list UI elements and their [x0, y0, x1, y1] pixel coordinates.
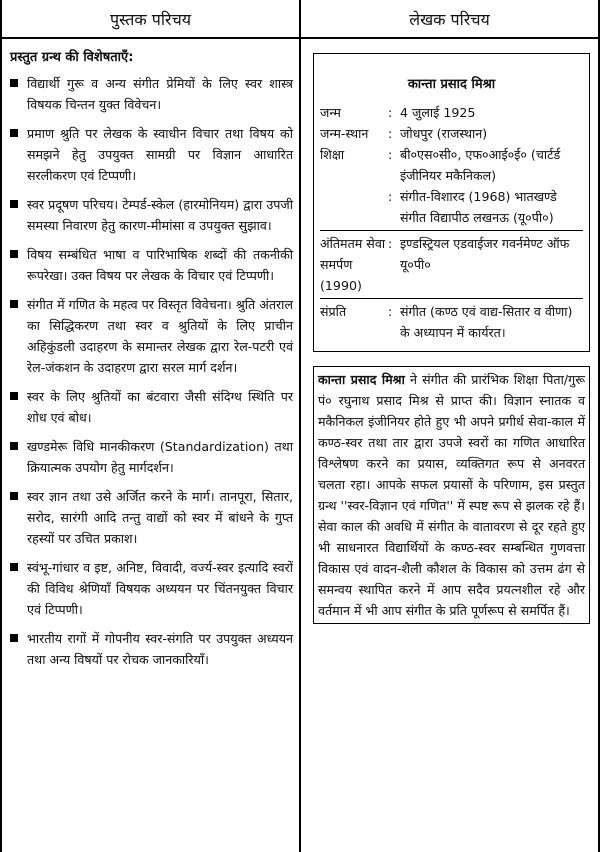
feature-text: स्वंभू-गांधार व इष्ट, अनिष्ट, विवादी, वर्ज्य-स्वर इत्यादि स्वरों की विविध श्रेणियाँ विषयक अध्ययन पर चिंतनयुक्त विचार एवं टिप्पणी।: [27, 560, 293, 617]
detail-colon: :: [388, 126, 393, 141]
feature-item: [10, 628, 293, 670]
square-bullet-icon: [10, 634, 18, 642]
bio-name: कान्ता प्रसाद मिश्रा: [318, 372, 405, 387]
detail-label: अंतिमतम सेवा समर्पण (1990): [320, 236, 386, 293]
square-bullet-icon: [10, 250, 18, 258]
right-header: लेखक परिचय: [409, 10, 490, 29]
detail-row: [320, 144, 583, 186]
square-bullet-icon: [10, 563, 18, 571]
detail-label: [320, 186, 388, 228]
author-intro-column: [313, 39, 590, 624]
feature-text: भारतीय रागों में गोपनीय स्वर-संगति पर उपयुक्त अध्ययन तथा अन्य विषयों पर रोचक जानकारियाँ।: [27, 631, 293, 667]
feature-text: स्वर प्रदूषण परिचय। टेम्पर्ड-स्केल (हारमोनियम) द्वारा उपजी समस्या निवारण हेतु कारण-मीमांसा व उपयुक्त सुझाव।: [27, 197, 293, 233]
square-bullet-icon: [10, 492, 18, 500]
feature-text: स्वर के लिए श्रुतियों का बंटवारा जैसी संदिग्ध स्थिति पर शोध एवं बोध।: [27, 389, 293, 425]
detail-value: इण्डस्ट्रियल एडवाईजर गवर्नमेण्ट ऑफ यू०पी०: [400, 236, 570, 272]
feature-text: प्रमाण श्रुति पर लेखक के स्वाधीन विचार तथा विषय को समझने हेतु उपयुक्त सामग्री पर विज्ञान आधारित सरलीकरण एवं टिप्पणी।: [27, 126, 293, 183]
detail-colon: :: [388, 105, 393, 120]
feature-item: [10, 73, 293, 115]
detail-colon: :: [388, 304, 393, 319]
detail-row: [320, 186, 583, 228]
square-bullet-icon: [10, 129, 18, 137]
detail-row: [320, 123, 583, 144]
square-bullet-icon: [10, 442, 18, 450]
feature-item: [10, 244, 293, 286]
detail-value: संगीत-विशारद (1968) भातखण्डे संगीत विद्यापीठ लखनऊ (यू०पी०): [400, 189, 557, 225]
feature-text: विषय सम्बंधित भाषा व पारिभाषिक शब्दों की तकनीकी रूपरेखा। उक्त विषय पर लेखक के विचार एवं टिप्पणी।: [27, 247, 293, 283]
column-divider: [299, 0, 301, 852]
detail-label: जन्म-स्थान: [320, 126, 369, 141]
feature-item: [10, 294, 293, 378]
detail-row: [320, 233, 583, 296]
features-list: [10, 73, 293, 670]
author-bio: [313, 366, 590, 624]
square-bullet-icon: [10, 300, 18, 308]
detail-value: बी०एस०सी०, एफ०आई०ई० (चार्टर्ड इंजीनियर मकैनिकल): [400, 147, 561, 183]
detail-label: जन्म: [320, 105, 341, 120]
feature-item: [10, 194, 293, 236]
left-header: पुस्तक परिचय: [109, 10, 192, 29]
detail-label: संप्रति: [320, 304, 347, 319]
detail-value: संगीत (कण्ठ एवं वाद्य-सितार व वीणा) के अध्यापन में कार्यरत।: [400, 304, 573, 340]
detail-label: शिक्षा: [320, 147, 345, 162]
row-divider: [320, 298, 583, 299]
detail-row: [320, 301, 583, 343]
feature-text: संगीत में गणित के महत्व पर विस्तृत विवेचना। श्रुति अंतराल का सिद्धिकरण तथा स्वर व श्रुतियों के लिए प्राचीन अहिकुंडली उदाहरण के समान्तर लेखक द्वारा रेल-पटरी एवं रेल-जंकशन के उदाहरण द्वारा सरल मार्ग दर्शन।: [27, 297, 293, 375]
author-details: [320, 102, 583, 343]
author-info-box: [313, 53, 590, 352]
row-divider: [320, 230, 583, 231]
detail-row: [320, 102, 583, 123]
feature-text: स्वर ज्ञान तथा उसे अर्जित करने के मार्ग। तानपूरा, सितार, सरोद, सारंगी आदि तन्तु वाद्यों को स्वर में बांधने के गुप्त रहस्यों पर उचित प्रकाश।: [27, 489, 293, 546]
feature-text: विद्यार्थी गुरू व अन्य संगीत प्रेमियों के लिए स्वर शास्त्र विषयक चिन्तन युक्त विवेचन।: [27, 76, 293, 112]
feature-item: [10, 123, 293, 186]
feature-item: [10, 386, 293, 428]
features-title: प्रस्तुत ग्रन्थ की विशेषताएँ:: [10, 50, 134, 65]
square-bullet-icon: [10, 79, 18, 87]
detail-colon: :: [388, 189, 393, 204]
feature-item: [10, 557, 293, 620]
feature-item: [10, 486, 293, 549]
square-bullet-icon: [10, 392, 18, 400]
author-name: कान्ता प्रसाद मिश्रा: [407, 77, 496, 92]
square-bullet-icon: [10, 200, 18, 208]
feature-item: [10, 436, 293, 478]
detail-colon: :: [388, 147, 393, 162]
detail-colon: :: [388, 236, 393, 251]
feature-text: खण्डमेरू विधि मानकीकरण (Standardization) तथा क्रियात्मक उपयोग हेतु मार्गदर्शन।: [27, 439, 293, 475]
bio-text: ने संगीत की प्रारंभिक शिक्षा पिता/गुरू पं० रघुनाथ प्रसाद मिश्र से प्राप्त की। विज्ञान स्नातक व मकैनिकल इंजीनियर होते हुए भी अपने प्रगीर्ध सेवा-काल में कण्ठ-स्वर तथा तार द्वारा उपजे स्वरों का गणित आधारित विश्लेषण करने का प्रयास, व्यक्तिगत रूप से अनवरत चलता रहा। आपके सफल प्रयासों के परिणाम, इस प्रस्तुत ग्रन्थ ''स्वर-विज्ञान एवं गणित'' में स्पष्ट रूप से झलक रहे हैं। सेवा काल की अवधि में संगीत के वातावरण से दूर रहते हुए भी साधनारत विद्यार्थियों के कण्ठ-स्वर सम्बन्धित गुणवत्ता विकास एवं वादन-शैली कौशल के विकास को उत्तम ढंग से समन्वय स्थापित करने में आप सदैव प्रयत्नशील रहे और वर्तमान में भी आप संगीत के प्रति पूर्णरूप से समर्पित हैं।: [318, 372, 585, 618]
book-intro-column: [10, 39, 293, 678]
detail-value: जोधपुर (राजस्थान): [400, 126, 488, 141]
detail-value: 4 जुलाई 1925: [400, 105, 476, 120]
